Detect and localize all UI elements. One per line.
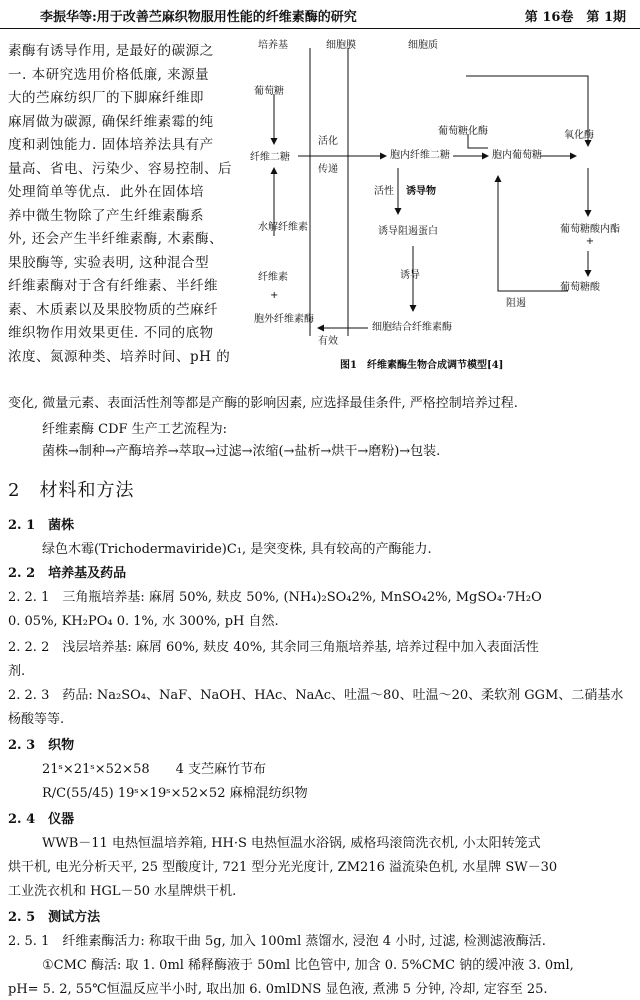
intro-line: 一. 本研究选用价格低廉, 来源量 [8, 66, 210, 83]
fig-label: 传递 [318, 164, 338, 175]
body-text: 绿色木霉(Trichodermaviride)C₁, 是突变株, 具有较高的产酶能力. [42, 542, 432, 557]
fig-label: 氧化酶 [564, 130, 594, 141]
fig-label: 活化 [318, 136, 338, 147]
fig-label: 水解纤维素 [258, 222, 308, 233]
process-title: 纤维素酶 CDF 生产工艺流程为: [42, 422, 228, 437]
body-text: 杨酸等等. [8, 712, 65, 727]
fig-label: 胞内葡萄糖 [492, 150, 542, 161]
header-volume: 第 16卷 第 1期 [524, 10, 626, 25]
intro-line: 度和剥蚀能力. 固体培养法具有产 [8, 137, 214, 153]
fig-label: 诱导阻遏蛋白 [378, 226, 438, 237]
intro-line: 麻屑做为碳源, 确保纤维素霉的纯 [8, 113, 214, 130]
body-text: 工业洗衣机和 HGL－50 水星牌烘干机. [8, 884, 237, 899]
fig-label: 诱导 [400, 270, 420, 281]
fig-label: 葡萄糖 [254, 86, 284, 97]
body-text: pH= 5. 2, 55℃恒温反应半小时, 取出加 6. 0mlDNS 显色液, 煮沸 5 分钟, 冷却, 定容至 25. [8, 982, 548, 997]
figure-caption: 图1 纤维素酶生物合成调节模型[4] [340, 360, 504, 371]
section-heading: 2 材料和方法 [8, 480, 135, 501]
body-text: 21ˢ×21ˢ×52×58 4 支苎麻竹节布 [42, 762, 267, 777]
intro-line: 果胶酶等, 实验表明, 这种混合型 [8, 254, 210, 271]
body-text: 2. 2. 2 浅层培养基: 麻屑 60%, 麸皮 40%, 其余同三角瓶培养基, 培养过程中加入表面活性 [8, 640, 539, 655]
intro-line: 养中微生物除了产生纤维素酶系 [8, 207, 204, 224]
body-text: 2. 5. 1 纤维素酶活力: 称取干曲 5g, 加入 100ml 蒸馏水, 浸泡 4 小时, 过滤, 检测滤液酶活. [8, 934, 546, 949]
body-text: 0. 05%, KH₂PO₄ 0. 1%, 水 300%, pH 自然. [8, 614, 279, 629]
fig-label: 纤维素 [258, 272, 288, 283]
subsection-heading: 2. 4 仪器 [8, 812, 75, 827]
fig-label: 有效 [318, 336, 338, 347]
process-flow: 菌株→制种→产酶培养→萃取→过滤→浓缩(→盐析→烘干→磨粉)→包装. [42, 444, 441, 459]
running-header [0, 0, 640, 29]
fig-label: 胞内纤维二糖 [390, 150, 450, 161]
subsection-heading: 2. 1 菌株 [8, 518, 75, 533]
fig-label: 纤维二糖 [250, 152, 290, 163]
intro-line: 维织物作用效果更佳. 不同的底物 [8, 325, 214, 341]
subsection-heading: 2. 3 织物 [8, 738, 75, 753]
intro-line: 处理简单等优点．此外在固体培 [8, 184, 204, 200]
fig-label: 葡萄糖酸 [560, 282, 600, 293]
body-text: ①CMC 酶活: 取 1. 0ml 稀释酶液于 50ml 比色管中, 加含 0. 5%CMC 钠的缓冲液 3. 0ml, [42, 958, 574, 973]
body-text: 烘干机, 电光分析天平, 25 型酸度计, 721 型分光光度计, ZM216 溢流染色机, 水星牌 SW－30 [8, 860, 558, 875]
intro-line: 素酶有诱导作用, 是最好的碳源之 [8, 43, 214, 59]
body-text: R/C(55/45) 19ˢ×19ˢ×52×52 麻棉混纺织物 [42, 786, 308, 801]
fig-label: 培养基 [258, 40, 288, 51]
body-text: 2. 2. 1 三角瓶培养基: 麻屑 50%, 麸皮 50%, (NH₄)₂SO₄2%, MnSO₄2%, MgSO₄·7H₂O [8, 590, 542, 605]
fig-label: 活性 [374, 186, 394, 197]
fig-label: 细胞质 [408, 40, 438, 51]
body-text: WWB－11 电热恒温培养箱, HH·S 电热恒温水浴锅, 威格玛滚筒洗衣机, 小太阳转笼式 [42, 836, 541, 851]
para-continuation: 变化, 微量元素、表面活性剂等都是产酶的影响因素, 应选择最佳条件, 严格控制培养过程. [8, 396, 518, 411]
intro-line: 外, 还会产生半纤维素酶, 木素酶、 [8, 231, 224, 247]
fig-label: 细胞膜 [326, 40, 356, 51]
header-title: 李振华等:用于改善苎麻织物服用性能的纤维素酶的研究 [40, 10, 357, 25]
intro-line: 大的苎麻纺织厂的下脚麻纤维即 [8, 90, 204, 106]
fig-label: + [270, 290, 279, 301]
subsection-heading: 2. 2 培养基及药品 [8, 566, 127, 581]
intro-paragraph [8, 40, 243, 369]
fig-label: 阻遏 [506, 298, 526, 309]
fig-label: 葡萄糖酸内酯+ [560, 224, 620, 247]
intro-line: 浓度、氮源种类、培养时间、pH 的 [8, 348, 231, 365]
subsection-heading: 2. 5 测试方法 [8, 910, 101, 925]
figure-cellulase-model [248, 36, 634, 376]
body-text: 剂. [8, 664, 26, 679]
fig-label: 诱导物 [406, 186, 436, 197]
intro-line: 纤维素酶对于含有纤维素、半纤维 [8, 278, 218, 294]
intro-line: 素、木质素以及果胶物质的苎麻纤 [8, 301, 218, 318]
fig-label: 葡萄糖化酶 [438, 126, 488, 137]
fig-label: 细胞结合纤维素酶 [372, 322, 452, 333]
fig-label: 胞外纤维素酶 [254, 314, 314, 325]
intro-line: 量高、省电、污染少、容易控制、后 [8, 160, 232, 177]
body-text: 2. 2. 3 药品: Na₂SO₄、NaF、NaOH、HAc、NaAc、吐温～80、吐温～20、柔软剂 GGM、二硝基水 [8, 688, 624, 703]
